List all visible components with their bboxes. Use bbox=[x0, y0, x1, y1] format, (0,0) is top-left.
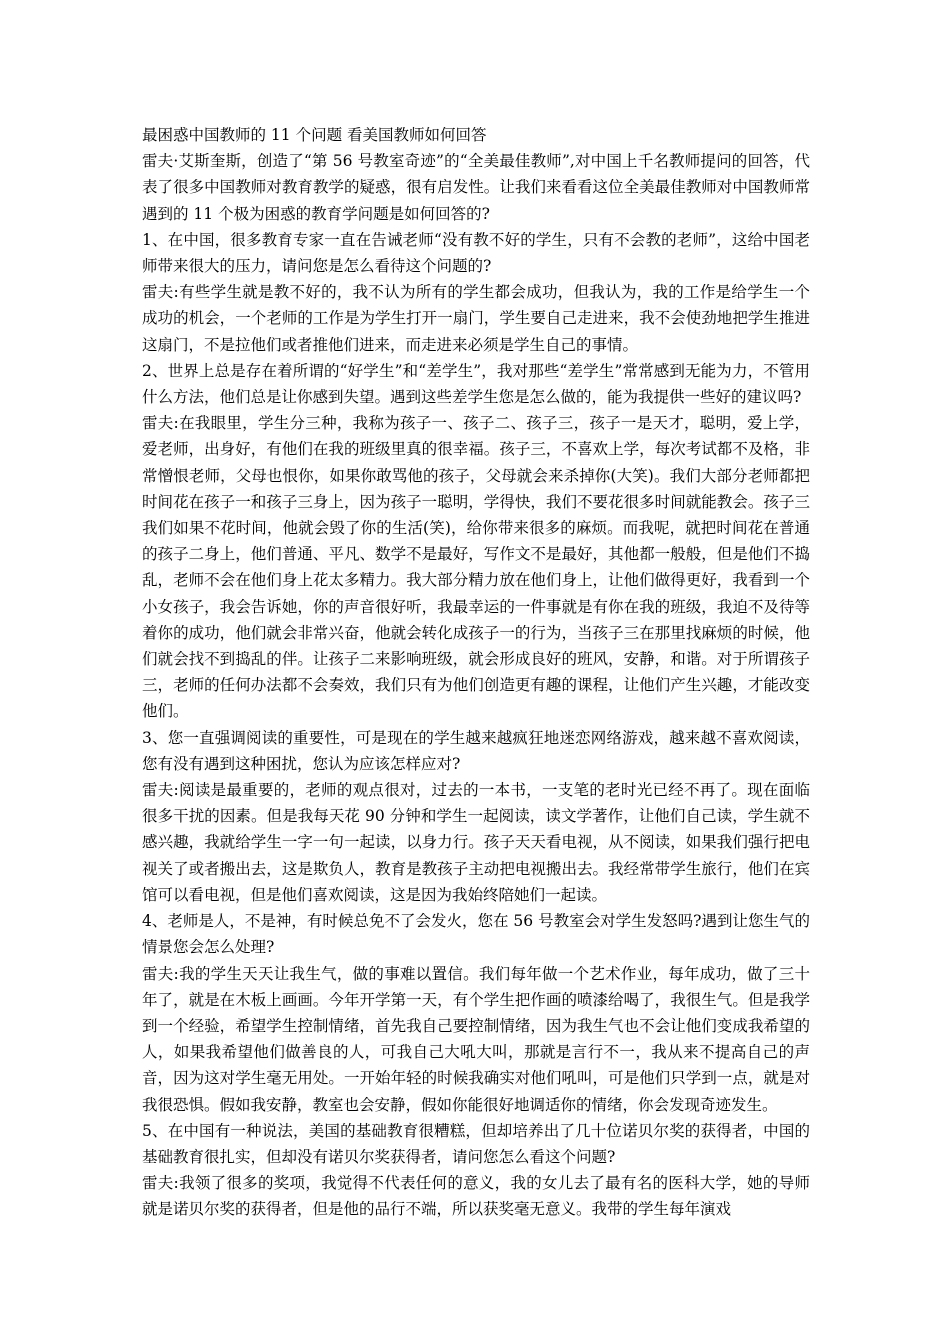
answer-4: 雷夫:我的学生天天让我生气，做的事难以置信。我们每年做一个艺术作业，每年成功，做了三十年了，就是在木板上画画。今年开学第一天，有个学生把作画的喷漆给喝了，我很生气。但是我学到一个经验，希望学生控制情绪，首先我自己要控制情绪，因为我生气也不会让他们变成我希望的人，如果我希望他们做善良的人，可我自己大吼大叫，那就是言行不一，我从来不提高自己的声音，因为这对学生毫无用处。一开始年轻的时候我确实对他们吼叫，可是他们只学到一点，就是对我很恐惧。假如我安静，教室也会安静，假如你能很好地调适你的情绪，你会发现奇迹发生。 bbox=[142, 964, 810, 1114]
question-5: 5、在中国有一种说法，美国的基础教育很糟糕，但却培养出了几十位诺贝尔奖的获得者，中国的基础教育很扎实，但却没有诺贝尔奖获得者，请问您怎么看这个问题? bbox=[142, 1121, 810, 1166]
question-4: 4、老师是人，不是神，有时候总免不了会发火，您在 56 号教室会对学生发怒吗?遇到让您生气的情景您会怎么处理? bbox=[142, 912, 810, 957]
question-3: 3、您一直强调阅读的重要性，可是现在的学生越来越疯狂地迷恋网络游戏，越来越不喜欢阅读，您有没有遇到这种困扰，您认为应该怎样应对? bbox=[142, 728, 810, 773]
document-body bbox=[142, 122, 810, 1223]
question-2: 2、世界上总是存在着所谓的“好学生”和“差学生”，我对那些“差学生”常常感到无能为力，不管用什么方法，他们总是让你感到失望。遇到这些差学生您是怎么做的，能为我提供一些好的建议吗? bbox=[142, 361, 810, 407]
answer-2: 雷夫:在我眼里，学生分三种，我称为孩子一、孩子二、孩子三，孩子一是天才，聪明，爱上学，爱老师，出身好，有他们在我的班级里真的很幸福。孩子三，不喜欢上学，每次考试都不及格，非常憎恨老师，父母也恨你，如果你敢骂他的孩子，父母就会来杀掉你(大笑)。我们大部分老师都把时间花在孩子一和孩子三身上，因为孩子一聪明，学得快，我们不要花很多时间就能教会。孩子三我们如果不花时间，他就会毁了你的生活(笑)，给你带来很多的麻烦。而我呢，就把时间花在普通的孩子二身上，他们普通、平凡、数学不是最好，写作文不是最好，其他都一般般，但是他们不捣乱，老师不会在他们身上花太多精力。我大部分精力放在他们身上，让他们做得更好，我看到一个小女孩子，我会告诉她，你的声音很好听，我最幸运的一件事就是有你在我的班级，我迫不及待等着你的成功，他们就会非常兴奋，他就会转化成孩子一的行为，当孩子三在那里找麻烦的时候，他们就会找不到捣乱的伴。让孩子二来影响班级，就会形成良好的班风，安静，和谐。对于所谓孩子三，老师的任何办法都不会奏效，我们只有为他们创造更有趣的课程，让他们产生兴趣，才能改变他们。 bbox=[142, 414, 810, 721]
answer-5: 雷夫:我领了很多的奖项，我觉得不代表任何的意义，我的女儿去了最有名的医科大学，她的导师就是诺贝尔奖的获得者，但是他的品行不端，所以获奖毫无意义。我带的学生每年演戏 bbox=[142, 1174, 810, 1219]
answer-3: 雷夫:阅读是最重要的，老师的观点很对，过去的一本书，一支笔的老时光已经不再了。现在面临很多干扰的因素。但是我每天花 90 分钟和学生一起阅读，读文学著作，让他们自己读，学生就不感兴趣，我就给学生一字一句一起读，以身力行。孩子天天看电视，从不阅读，如果我们强行把电视关了或者搬出去，这是欺负人，教育是教孩子主动把电视搬出去。我经常带学生旅行，他们在宾馆可以看电视，但是他们喜欢阅读，这是因为我始终陪她们一起读。 bbox=[142, 781, 810, 904]
question-1: 1、在中国，很多教育专家一直在告诫老师“没有教不好的学生，只有不会教的老师”，这给中国老师带来很大的压力，请问您是怎么看待这个问题的? bbox=[142, 230, 810, 276]
answer-1: 雷夫:有些学生就是教不好的，我不认为所有的学生都会成功，但我认为，我的工作是给学生一个成功的机会，一个老师的工作是为学生打开一扇门，学生要自己走进来，我不会使劲地把学生推进这扇门，不是拉他们或者推他们进来，而走进来必须是学生自己的事情。 bbox=[142, 283, 810, 354]
intro-paragraph: 雷夫·艾斯奎斯，创造了“第 56 号教室奇迹”的“全美最佳教师”,对中国上千名教师提问的回答，代表了很多中国教师对教育教学的疑惑，很有启发性。让我们来看看这位全美最佳教师对中国教师常遇到的 11 个极为困惑的教育学问题是如何回答的? bbox=[142, 152, 810, 223]
document-title: 最困惑中国教师的 11 个问题 看美国教师如何回答 bbox=[142, 126, 487, 144]
